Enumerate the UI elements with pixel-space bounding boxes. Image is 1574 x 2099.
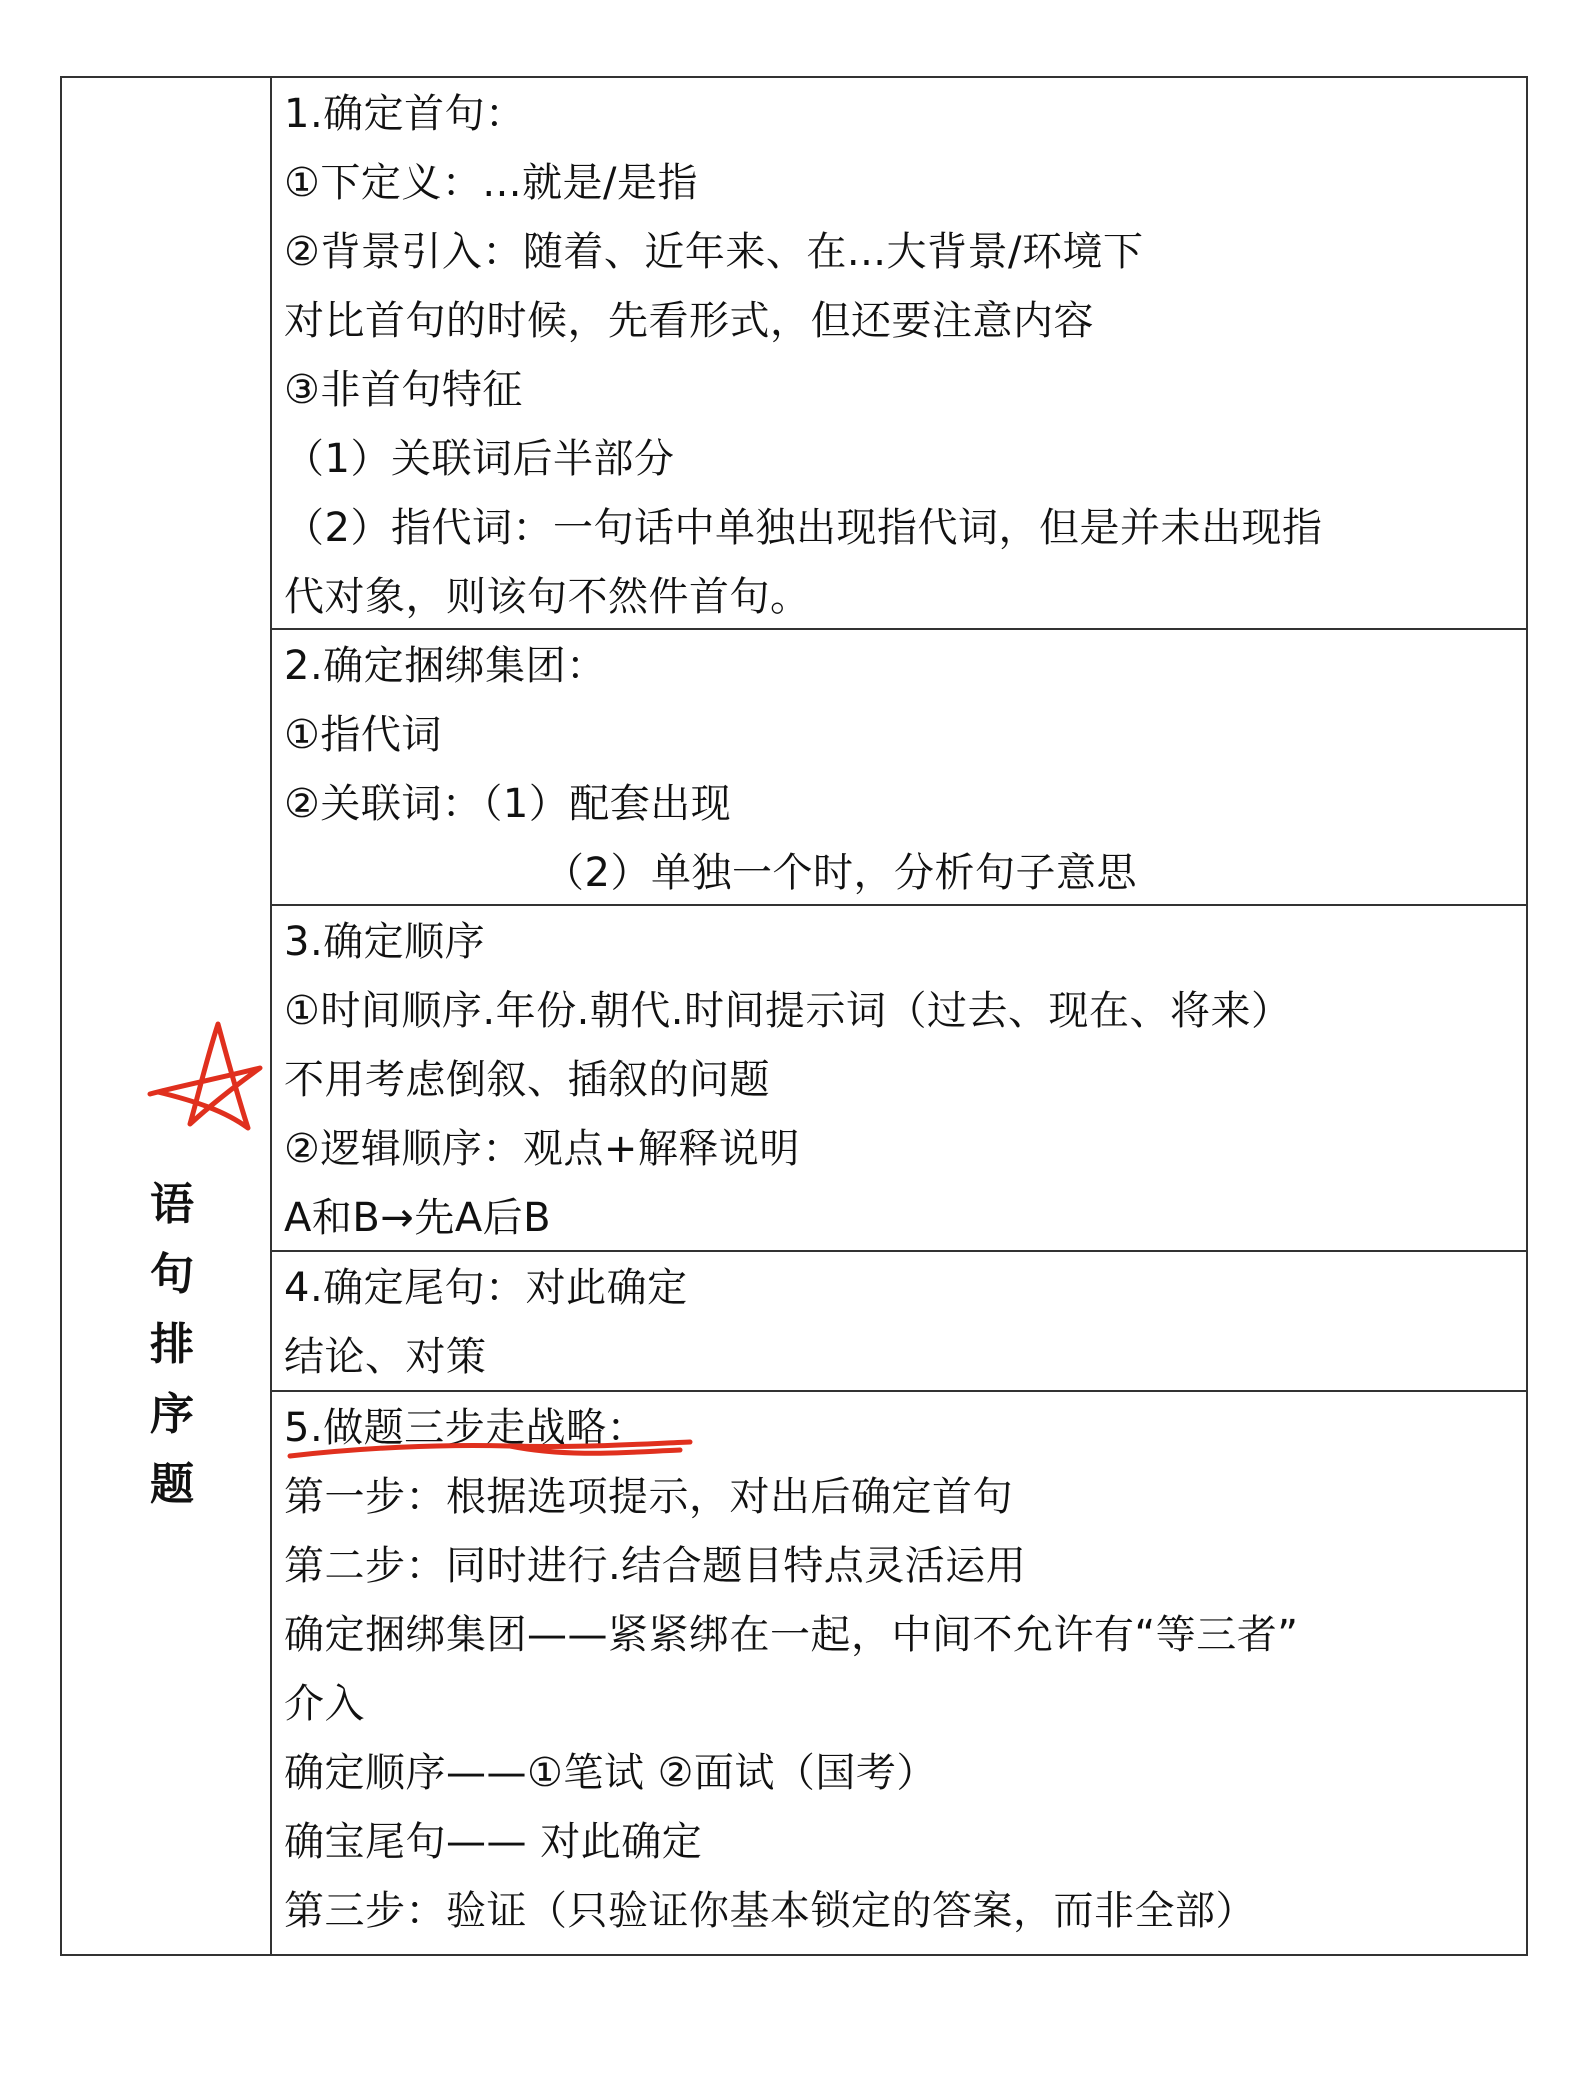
section-bundle-group [272,630,1528,906]
section-first-sentence [272,78,1528,630]
section-line: ①指代词 [284,712,442,758]
section-line: 确定顺序——①笔试 ②面试（国考） [284,1750,937,1796]
section-line: 第二步：同时进行.结合题目特点灵活运用 [284,1543,1027,1589]
content-column [272,78,1528,1954]
section-line: 第三步：验证（只验证你基本锁定的答案，而非全部） [284,1888,1256,1934]
section-line: A和B→先A后B [284,1195,552,1241]
section-heading: 1.确定首句： [284,91,526,137]
section-order [272,906,1528,1252]
section-three-step-strategy [272,1392,1528,1958]
section-line: 确宝尾句—— 对此确定 [284,1819,703,1865]
section-line: ③非首句特征 [284,367,523,413]
section-line: 确定捆绑集团——紧紧绑在一起，中间不允许有“等三者” [284,1612,1299,1658]
topic-label-char: 题 [150,1459,194,1510]
section-line: 结论、对策 [284,1334,487,1380]
topic-label-column [62,78,272,1954]
topic-label-char: 序 [150,1389,194,1440]
section-line: ②背景引入：随着、近年来、在...大背景/环境下 [284,229,1144,275]
section-line: （2）单独一个时，分析句子意思 [544,850,1137,896]
section-line: 对比首句的时候，先看形式，但还要注意内容 [284,298,1094,344]
section-line: ②逻辑顺序：观点+解释说明 [284,1126,800,1172]
section-line: 介入 [284,1681,365,1727]
section-last-sentence [272,1252,1528,1392]
topic-label-char: 排 [150,1319,194,1370]
section-line: ①时间顺序.年份.朝代.时间提示词（过去、现在、将来） [284,988,1292,1034]
section-line: 第一步：根据选项提示，对出后确定首句 [284,1474,1013,1520]
section-heading: 4.确定尾句：对此确定 [284,1265,688,1311]
section-line: （1）关联词后半部分 [284,436,675,482]
topic-label [142,1170,202,1520]
section-line: ①下定义：...就是/是指 [284,160,698,206]
section-heading: 2.确定捆绑集团： [284,643,607,689]
section-heading: 5.做题三步走战略： [284,1405,648,1451]
section-line: 不用考虑倒叙、插叙的问题 [284,1057,770,1103]
notes-table [60,76,1528,1956]
topic-label-char: 语 [150,1179,194,1230]
section-line: 代对象，则该句不然件首句。 [284,574,811,620]
section-line: ②关联词：（1）配套出现 [284,781,732,827]
topic-label-char: 句 [150,1249,194,1300]
section-heading: 3.确定顺序 [284,919,486,965]
section-line: （2）指代词：一句话中单独出现指代词，但是并未出现指 [284,505,1323,551]
